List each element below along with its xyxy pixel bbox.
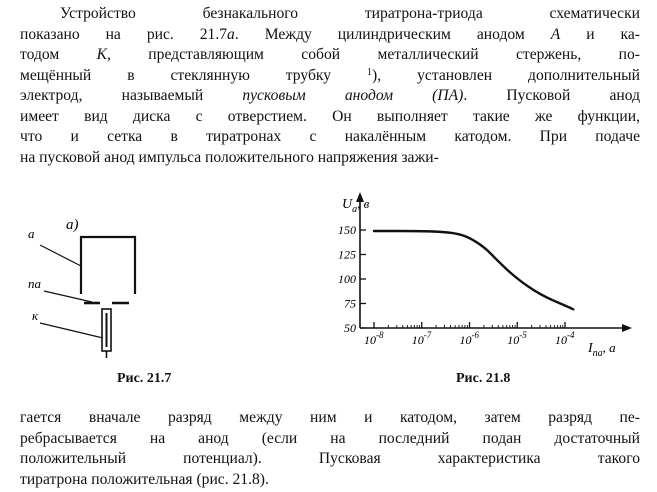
anode-cylinder: [81, 237, 135, 294]
figure-21-8-caption: Рис. 21.8: [456, 371, 511, 386]
text-run: тиратрона положительная (рис. 21.8).: [20, 470, 269, 488]
starter-characteristic-chart: [320, 190, 645, 400]
thyratron-diagram: [0, 190, 200, 400]
anode-leader: [40, 245, 81, 266]
text-run: электрод, называемый: [20, 87, 243, 104]
text-run: , представляющим собой металлический стержень, по-: [107, 46, 640, 63]
paragraph-top: [20, 4, 640, 168]
text-line: [20, 66, 640, 87]
text-line: [20, 25, 640, 46]
y-tick-label: 125: [338, 247, 356, 262]
text-run: мещённый в стеклянную трубку: [20, 66, 368, 84]
text-run: гается вначале разряд между ним и катодом, затем разряд пе-: [20, 409, 640, 426]
text-run: что и сетка в тиратронах с накалённым катодом. При подаче: [20, 128, 640, 145]
text-run: на пусковой анод импульса положительного напряжения зажи-: [20, 148, 439, 166]
text-run: . Между цилиндрическим анодом: [234, 25, 551, 43]
text-line: [20, 45, 640, 66]
text-run: положительный потенциал). Пусковая характеристика такого: [20, 450, 640, 467]
text-run: ), установлен дополнительный: [372, 66, 640, 84]
cathode-leader: [40, 323, 103, 338]
figure-21-8: [320, 190, 645, 400]
italic-term: а: [227, 25, 235, 43]
text-run: Устройство безнакального тиратрона-триода схематически: [60, 5, 640, 22]
x-tick-label: $10^{-5}$: [507, 330, 527, 347]
text-line: [20, 148, 640, 169]
text-line: [20, 470, 640, 491]
y-tick-label: 100: [338, 272, 356, 286]
paragraph-bottom: [20, 408, 640, 490]
italic-term: А: [550, 25, 561, 43]
text-run: ребрасывается на анод (если на последний подан достаточный: [20, 429, 640, 447]
characteristic-curve: [374, 231, 573, 309]
italic-term: пусковым анодом (ПА): [242, 87, 464, 104]
text-run: показано на рис. 21.7: [20, 25, 228, 43]
text-run: имеет вид диска с отверстием. Он выполняет такие же функции,: [20, 107, 640, 125]
y-tick-label: 50: [344, 321, 356, 335]
text-run: и ка-: [560, 25, 640, 43]
x-tick-label: $10^{-6}$: [459, 330, 479, 347]
x-axis-arrow: [622, 324, 632, 332]
starter-anode-label: па: [28, 276, 41, 291]
figure-21-7: [0, 190, 200, 400]
text-run: . Пусковой анод: [463, 87, 641, 104]
x-tick-label: $10^{-4}$: [555, 330, 575, 347]
x-axis-label: $I_{па}$, а: [588, 340, 616, 359]
text-line: [20, 127, 640, 148]
x-tick-label: $10^{-7}$: [411, 330, 432, 347]
text-line: [20, 429, 640, 450]
y-axis-label: $U_а$, в: [342, 196, 370, 215]
footnote-marker: 1: [367, 66, 373, 78]
text-line: [20, 449, 640, 470]
text-line: [20, 86, 640, 107]
y-tick-label: 150: [338, 223, 356, 237]
italic-term: К: [96, 46, 108, 63]
text-run: тодом: [20, 46, 97, 63]
y-tick-label: 75: [344, 296, 356, 311]
panel-label: а): [66, 217, 79, 233]
figure-21-7-caption: Рис. 21.7: [117, 371, 172, 386]
anode-label: а: [28, 226, 35, 241]
text-line: [20, 408, 640, 429]
starter-leader: [44, 291, 92, 302]
text-line: [20, 107, 640, 128]
x-tick-label: $10^{-8}$: [364, 330, 384, 347]
cathode-label: к: [32, 308, 39, 323]
text-line: [20, 4, 640, 25]
